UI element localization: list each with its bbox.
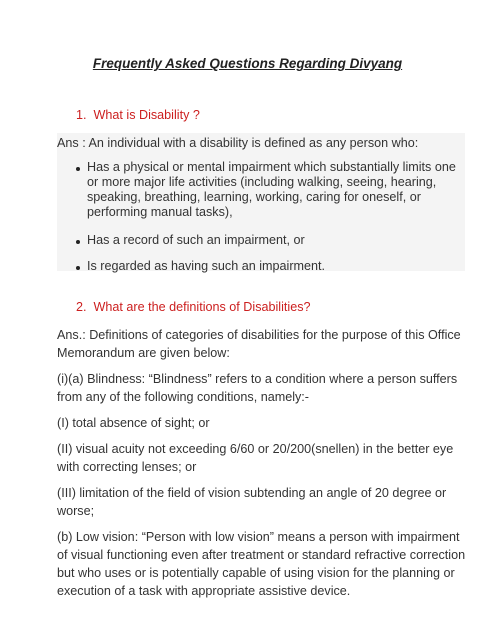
answer-1-intro: Ans : An individual with a disability is defined as any person who:	[57, 136, 419, 150]
bullet-text: Has a physical or mental impairment which substantially limits one or more major life activities (including walking, seeing, hearing, speaking, breathing, learning, working, caring for oneself, or performing manual tasks),	[87, 160, 456, 219]
bullet-icon	[76, 167, 80, 171]
answer-2-total-absence: (I) total absence of sight; or	[57, 416, 210, 430]
question-1-text: What is Disability ?	[93, 108, 200, 122]
bullet-icon	[76, 240, 80, 244]
question-2-number: 2.	[76, 300, 87, 314]
answer-2-visual-acuity: (II) visual acuity not exceeding 6/60 or 20/200(snellen) in the better eye with correcting lenses; or	[57, 442, 454, 474]
bullet-list	[57, 160, 470, 274]
bullet-text: Has a record of such an impairment, or	[87, 233, 305, 247]
bullet-item	[57, 160, 470, 220]
page-title: Frequently Asked Questions Regarding Divyang	[92, 56, 403, 71]
bullet-text: Is regarded as having such an impairment.	[87, 259, 326, 273]
answer-2-intro: Ans.: Definitions of categories of disabilities for the purpose of this Office Memorandum are given below:	[57, 328, 461, 360]
answer-2-blindness: (i)(a) Blindness: “Blindness” refers to a condition where a person suffers from any of the following conditions, namely:-	[57, 372, 458, 404]
question-1-number: 1.	[76, 108, 87, 122]
question-1	[76, 108, 200, 122]
answer-2-field-limitation: (III) limitation of the field of vision subtending an angle of 20 degree or worse;	[57, 486, 447, 518]
question-2	[76, 300, 311, 314]
bullet-item	[57, 259, 470, 274]
question-2-text: What are the definitions of Disabilities?	[93, 300, 311, 314]
answer-1-bullets	[0, 160, 495, 280]
bullet-icon	[76, 266, 80, 270]
bullet-item	[57, 233, 470, 248]
answer-2-low-vision: (b) Low vision: “Person with low vision” means a person with impairment of visual functioning even after treatment or standard refractive correction but who uses or is potentially capable of using vision for the planning or execution of a task with appropriate assistive device.	[57, 530, 466, 598]
